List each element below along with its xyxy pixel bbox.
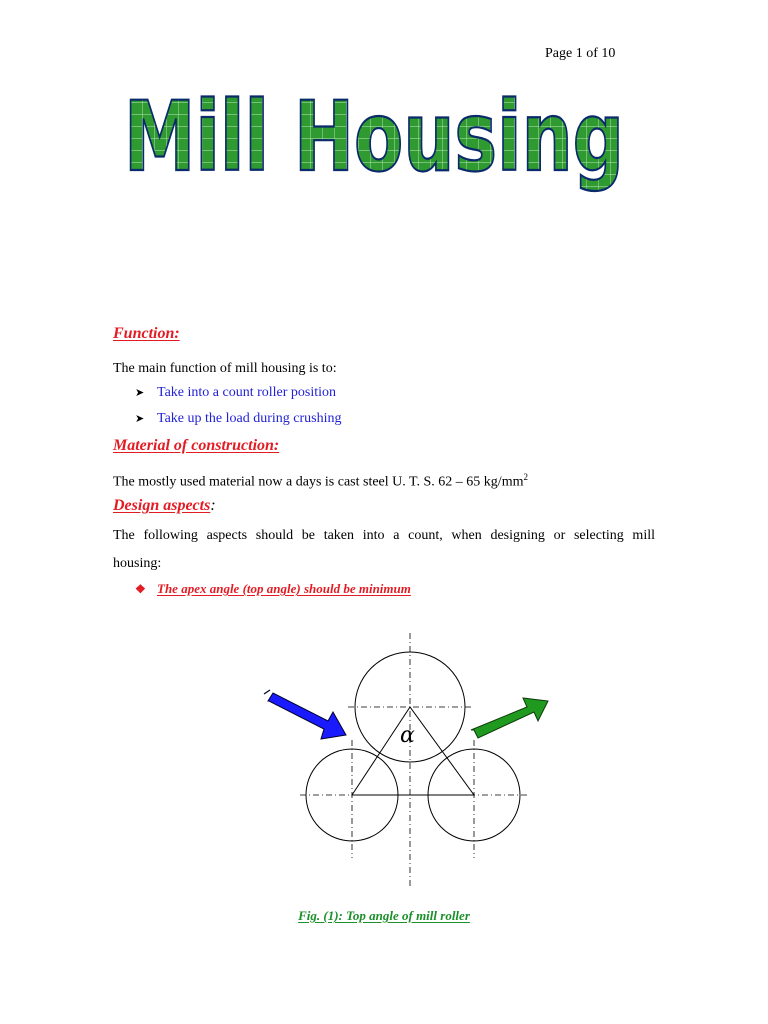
input-arrow-icon [264, 690, 346, 739]
roller-figure [250, 628, 550, 898]
superscript: 2 [523, 472, 528, 482]
design-heading: Design aspects: [113, 497, 216, 514]
page-number: Page 1 of 10 [545, 46, 616, 61]
title-wordart [118, 78, 638, 218]
design-point-1: ❖ The apex angle (top angle) should be minimum [135, 581, 411, 596]
design-text-line-2: housing: [113, 556, 162, 571]
alpha-label: α [400, 723, 415, 748]
figure-caption: Fig. (1): Top angle of mill roller [298, 908, 470, 923]
roller-diagram [250, 628, 550, 898]
document-title [118, 78, 638, 218]
apex-triangle [352, 707, 474, 795]
material-text: The mostly used material now a days is cast steel U. T. S. 62 – 65 $kg/mm^2$ [113, 472, 528, 490]
material-heading: Material of construction: [113, 437, 280, 454]
arrow-bullet-icon: ➤ [135, 387, 145, 399]
function-heading: Function: [113, 325, 180, 342]
design-text-line-1: The following aspects should be taken into a count, when designing or selecting mill [113, 528, 655, 543]
output-arrow-icon [471, 698, 548, 738]
function-intro: The main function of mill housing is to: [113, 361, 337, 376]
diamond-bullet-icon: ❖ [135, 582, 146, 596]
arrow-bullet-icon: ➤ [135, 413, 145, 425]
function-bullet-2: ➤ Take up the load during crushing [135, 411, 342, 426]
title-text: Mill Housing [124, 81, 624, 193]
function-bullet-1: ➤ Take into a count roller position [135, 385, 337, 400]
